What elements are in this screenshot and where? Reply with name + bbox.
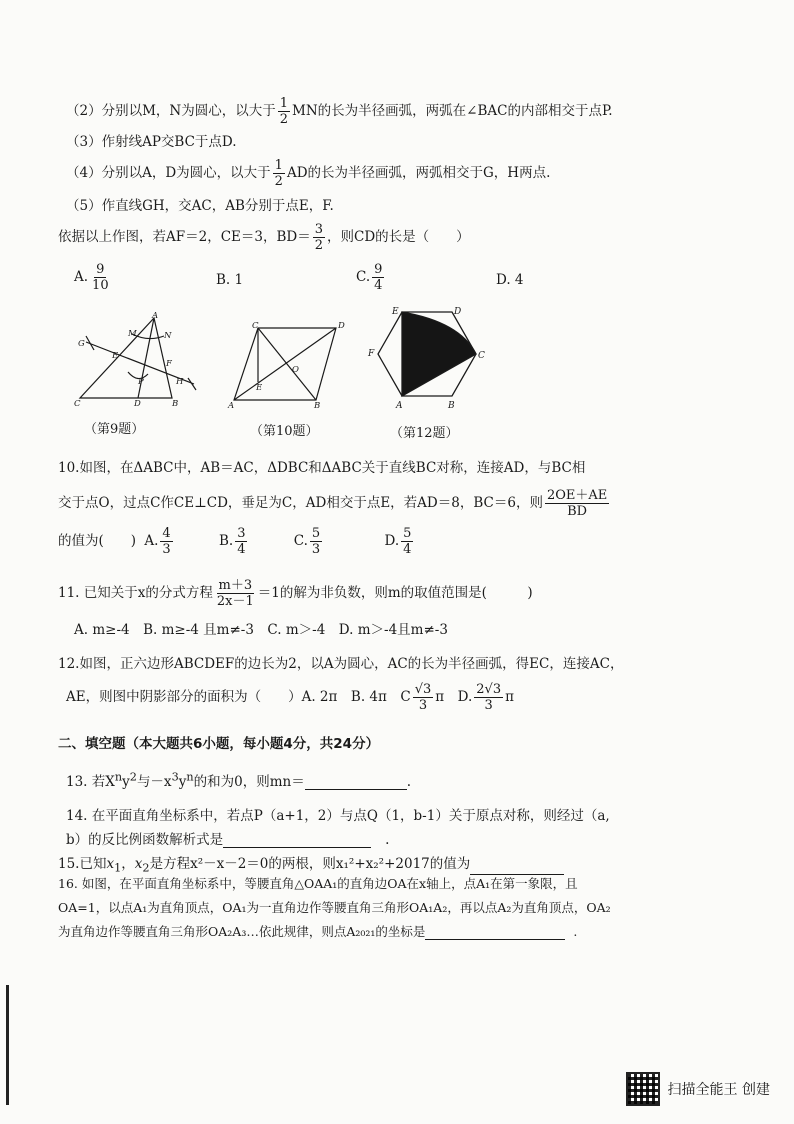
label-g: G xyxy=(78,339,85,349)
figure-10 xyxy=(226,318,350,408)
scanner-watermark xyxy=(626,1072,770,1106)
section-2-heading: 二、填空题（本大题共6小题，每小题4分，共24分） xyxy=(58,736,380,752)
figure-12 xyxy=(364,304,494,410)
diagonal-cb xyxy=(258,328,316,400)
shaded-sector xyxy=(402,312,476,396)
q15: 15.已知$x_1$，$x_2$是方程x²－x－2＝0的两根，则x₁²+x₂²+2017的值为 xyxy=(58,852,564,875)
label-f: F xyxy=(368,349,375,359)
label-a: A xyxy=(152,312,159,321)
step-4: （4）分别以A，D为圆心，以大于 $\frac{1}{2}$ AD的长为半径画弧，两弧相交于G，H两点. xyxy=(66,158,551,189)
q12-line-1: 12.如图，正六边形ABCDEF的边长为2，以A为圆心，AC的长为半径画弧，得EC，连接AC， xyxy=(58,656,624,672)
label-p: P xyxy=(138,377,144,387)
label-b: B xyxy=(448,401,455,410)
label-b: B xyxy=(172,399,179,407)
step-2-text: （2）分别以M，N为圆心，以大于 xyxy=(66,103,276,119)
label-h: H xyxy=(176,377,184,387)
qr-code-icon xyxy=(626,1072,660,1106)
label-e: E xyxy=(256,383,263,393)
arc-mn xyxy=(132,334,164,339)
label-c: C xyxy=(478,351,485,361)
label-c: C xyxy=(74,399,81,407)
q11-stem: 11. 已知关于x的分式方程 $\frac{m+3}{2x-1}$ ＝1的解为非负数，则m的取值范围是( ) xyxy=(58,578,533,609)
q11-options: A. m≥-4 B. m≥-4 且m≠-3 C. m＞-4 D. m＞-4且m≠-3 xyxy=(74,622,448,638)
q10-line-2: 交于点O，过点C作CE⊥CD，垂足为C，AD相交于点E，若AD＝8，BC＝6，则 $\frac{2OE+AE}{BD}$ xyxy=(58,488,608,519)
q9-option-b: B. 1 xyxy=(216,272,244,288)
q14-line-1: 14. 在平面直角坐标系中，若点P（a+1，2）与点Q（1，b-1）关于原点对称，则经过（a, xyxy=(66,808,610,824)
label-b: B xyxy=(314,401,321,408)
step-2: （2）分别以M，N为圆心，以大于 $\frac{1}{2}$ MN的长为半径画弧，两弧在∠BAC的内部相交于点P. xyxy=(66,96,613,127)
q9-option-c: C. $\frac{9}{4}$ xyxy=(356,262,383,293)
q16-line-2: OA=1，以点A₁为直角顶点，OA₁为一直角边作等腰直角三角形OA₁A₂，再以点A₂为直角顶点，OA₂ xyxy=(58,900,611,915)
q13-answer-blank[interactable] xyxy=(305,789,407,790)
q9-option-a: A. $\frac{9}{10}$ xyxy=(74,262,109,293)
figure-9-caption: （第9题） xyxy=(84,422,145,437)
diagonal-da xyxy=(234,328,336,400)
figure-9 xyxy=(72,312,202,407)
step-5: （5）作直线GH，交AC，AB分别于点E，F. xyxy=(66,198,334,214)
label-d: D xyxy=(338,321,345,331)
q9-condition: 依据以上作图，若AF＝2，CE＝3，BD＝ $\frac{3}{2}$ ，则CD的长是（ ） xyxy=(58,222,470,253)
label-e: E xyxy=(112,351,119,361)
label-a: A xyxy=(228,401,235,408)
q16-line-3: 为直角边作等腰直角三角形OA₂A₃…依此规律，则点A₂₀₂₁的坐标是 . xyxy=(58,924,578,939)
q16-line-1: 16. 如图，在平面直角坐标系中，等腰直角△OAA₁的直角边OA在x轴上，点A₁在第一象限，且 xyxy=(58,876,578,891)
label-n: N xyxy=(164,331,172,341)
figure-10-caption: （第10题） xyxy=(250,424,319,439)
fraction: $\frac{1}{2}$ xyxy=(274,158,283,189)
label-e: E xyxy=(392,307,399,317)
arc-h xyxy=(188,378,196,390)
fraction: $\frac{1}{2}$ xyxy=(279,96,289,127)
label-o: O xyxy=(292,365,299,375)
label-d: D xyxy=(454,307,462,317)
q14-answer-blank[interactable] xyxy=(223,847,371,848)
q12-line-2: AE，则图中阴影部分的面积为（ ）A. 2π B. 4π C $\frac{√3}{3}$ π D. $\frac{2√3}{3}$ π xyxy=(66,682,514,713)
scan-edge-mark xyxy=(6,985,9,1105)
label-m: M xyxy=(128,329,137,339)
figure-12-caption: （第12题） xyxy=(390,426,459,441)
label-f: F xyxy=(166,359,172,369)
q10-line-3: 的值为( ) A. $\frac{4}{3}$ B. $\frac{3}{4}$ C. $\frac{5}{3}$ D. $\frac{5}{4}$ xyxy=(58,526,412,557)
q14-line-2: b）的反比例函数解析式是 . xyxy=(66,832,390,848)
q10-line-1: 10.如图，在ΔABC中，AB＝AC，ΔDBC和ΔABC关于直线BC对称，连接AD，与BC相 xyxy=(58,460,586,476)
q16-answer-blank[interactable] xyxy=(425,939,565,940)
watermark-text: 扫描全能王 创建 xyxy=(667,1082,770,1098)
label-d: D xyxy=(134,399,141,407)
step-3: （3）作射线AP交BC于点D. xyxy=(66,134,237,150)
q9-option-d: D. 4 xyxy=(496,272,524,288)
label-a: A xyxy=(396,401,403,410)
label-c: C xyxy=(252,321,259,331)
q13: 13. 若$X^ny^2$与$-x^3y^n$的和为0，则mn＝ . xyxy=(66,770,412,790)
